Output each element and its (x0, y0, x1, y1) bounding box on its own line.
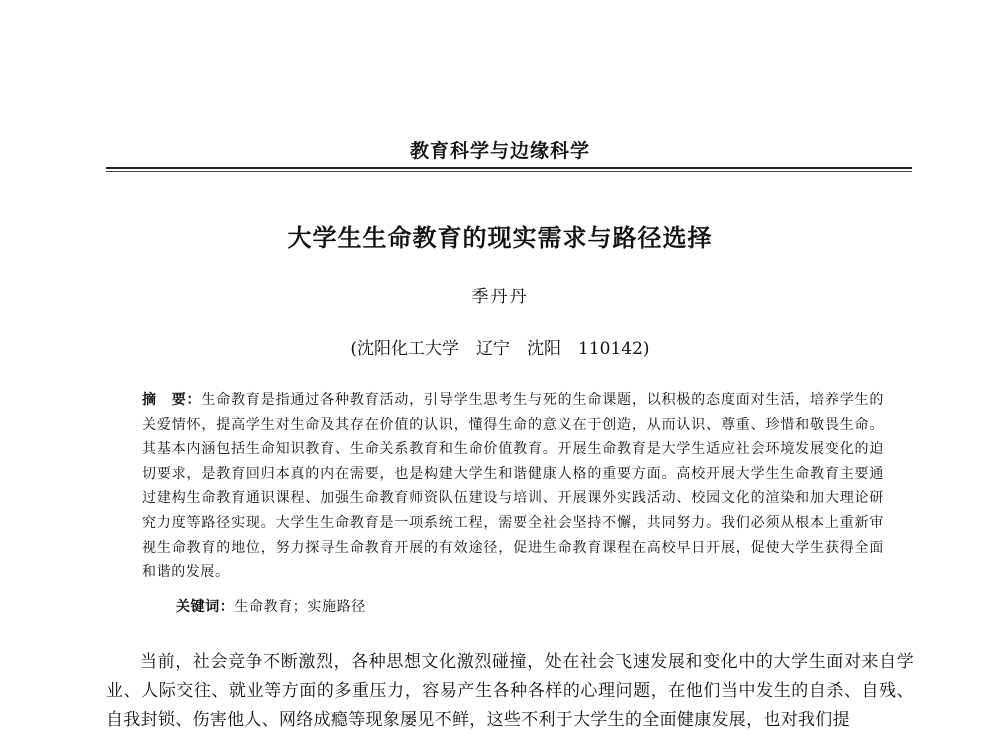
keywords (176, 596, 876, 616)
section-header: 教育科学与边缘科学 (409, 140, 590, 162)
abstract (142, 388, 884, 585)
abstract-label: 摘 要： (142, 392, 202, 408)
body-paragraph: 当前，社会竞争不断激烈，各种思想文化激烈碰撞，处在社会飞速发展和变化中的大学生面对来自学业、人际交往、就业等方面的多重压力，容易产生各种各样的心理问题，在他们当中发生的自杀、自残、自我封锁、伤害他人、网络成瘾等现象屡见不鲜，这些不利于大学生的全面健康发展，也对我们提 (106, 652, 914, 730)
header-rule-thick (106, 167, 912, 169)
author-affiliation: (沈阳化工大学 辽宁 沈阳 110142) (350, 339, 650, 359)
keywords-label: 关键词： (176, 599, 235, 615)
author-name: 季丹丹 (471, 287, 529, 307)
keywords-text: 生命教育；实施路径 (234, 599, 366, 615)
header-rule-thin (106, 171, 912, 172)
abstract-text: 生命教育是指通过各种教育活动，引导学生思考生与死的生命课题，以积极的态度面对生活，培养学生的关爱情怀，提高学生对生命及其存在价值的认识，懂得生命的意义在于创造，从而认识、尊重、珍惜和敬畏生命。其基本内涵包括生命知识教育、生命关系教育和生命价值教育。开展生命教育是大学生适应社会环境发展变化的迫切要求，是教育回归本真的内在需要，也是构建大学生和谐健康人格的重要方面。高校开展大学生生命教育主要通过建构生命教育通识课程、加强生命教育师资队伍建设与培训、开展课外实践活动、校园文化的渲染和加大理论研究力度等路径实现。大学生生命教育是一项系统工程，需要全社会坚持不懈，共同努力。我们必须从根本上重新审视生命教育的地位，努力探寻生命教育开展的有效途径，促进生命教育课程在高校早日开展，促使大学生获得全面和谐的发展。 (142, 392, 884, 581)
paper-title: 大学生生命教育的现实需求与路径选择 (287, 224, 713, 252)
